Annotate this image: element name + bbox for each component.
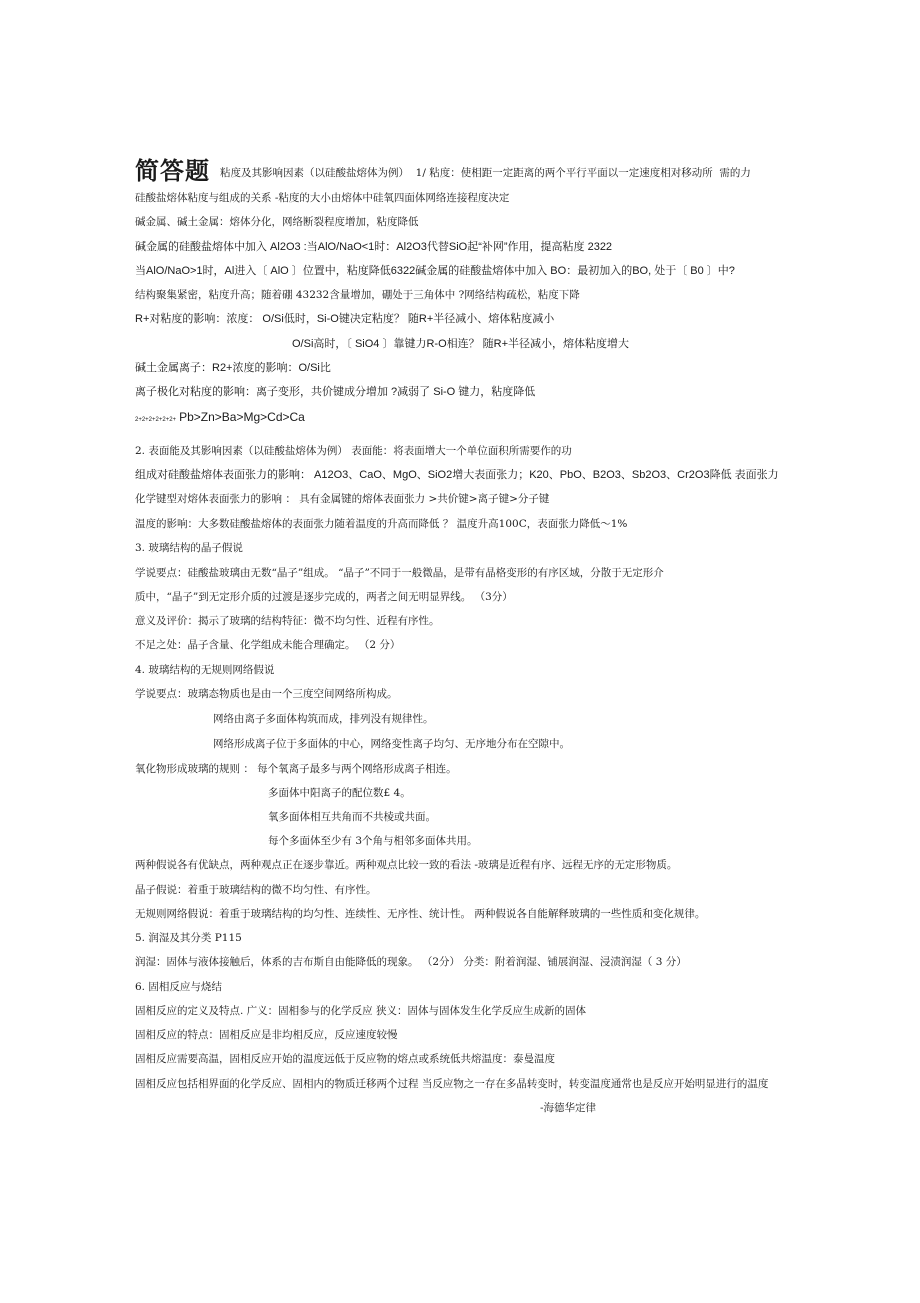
document-title: 简答题: [135, 157, 210, 185]
section-heading: 5. 润湿及其分类 P115: [135, 932, 242, 944]
text-line: 学说要点：玻璃态物质也是由一个三度空间网络所构成。: [135, 688, 398, 700]
text-line: 每个多面体至少有 3个角与相邻多面体共用。: [268, 835, 478, 847]
section-heading: 4. 玻璃结构的无规则网络假说: [135, 664, 275, 676]
text-line: 氧化物形成玻璃的规则 ： 每个氧离子最多与两个网络形成离子相连。: [135, 763, 457, 775]
text-line: 网络由离子多面体构筑而成，排列没有规律性。: [213, 713, 434, 725]
text-line: -海德华定律: [540, 1102, 597, 1114]
text-line: 氧多面体相互共角而不共棱或共面。: [268, 811, 436, 823]
ion-order: Pb>Zn>Ba>Mg>Cd>Ca: [179, 410, 305, 424]
text-line: 无规则网络假说：着重于玻璃结构的均匀性、连续性、无序性、统计性。 两种假说各自能解释玻璃的一些性质和变化规律。: [135, 908, 706, 920]
text-line: 硅酸盐熔体粘度与组成的关系 -粘度的大小由熔体中硅氧四面体网络连接程度决定: [135, 192, 510, 204]
charge-superscripts: 2+2+2+2+2+2+: [135, 417, 177, 423]
text-line: 学说要点：硅酸盐玻璃由无数“晶子”组成。 “晶子”不同于一般微晶，是带有晶格变形的有序区域，分散于无定形介: [135, 567, 664, 579]
text-line: 质中，“晶子”到无定形介质的过渡是逐步完成的，两者之间无明显界线。 （3分）: [135, 591, 513, 603]
section-heading: 2. 表面能及其影响因素（以硅酸盐熔体为例） 表面能：将表面增大一个单位面积所需要作的功: [135, 445, 572, 457]
text-line: 网络形成离子位于多面体的中心，网络变性离子均匀、无序地分布在空隙中。: [213, 738, 570, 750]
text-line: 晶子假说：着重于玻璃结构的微不均匀性、有序性。: [135, 884, 377, 896]
text-line: 两种假说各有优缺点，两种观点正在逐步靠近。两种观点比较一致的看法 -玻璃是近程有序、远程无序的无定形物质。: [135, 859, 678, 871]
text-line: O/Si高时，〔 SiO4 〕靠键力R-O相连？ 随R+半径减小，熔体粘度增大: [292, 338, 630, 350]
text-line: 碱金属的硅酸盐熔体中加入 Al2O3 :当AlO/NaO<1时：Al2O3代替SiO起“补网”作用，提高粘度 2322: [135, 241, 613, 253]
section-heading: 6. 固相反应与烧结: [135, 981, 222, 993]
text-line: 固相反应需要高温，固相反应开始的温度远低于反应物的熔点或系统低共熔温度：泰曼温度: [135, 1053, 555, 1065]
ion-order-line: [135, 410, 305, 427]
text-line: 意义及评价：揭示了玻璃的结构特征：微不均匀性、近程有序性。: [135, 615, 440, 627]
text-line: 固相反应包括相界面的化学反应、固相内的物质迁移两个过程 当反应物之一存在多晶转变时，转变温度通常也是反应开始明显进行的温度: [135, 1078, 769, 1090]
text-line: 润湿：固体与液体接触后，体系的吉布斯自由能降低的现象。 （2分） 分类：附着润湿、铺展润湿、浸渍润湿（ 3 分）: [135, 956, 687, 968]
section-heading: 3. 玻璃结构的晶子假说: [135, 542, 243, 554]
text-line: 温度的影响：大多数硅酸盐熔体的表面张力随着温度的升高而降低 ？ 温度升高100C，表面张力降低～1%: [135, 518, 628, 530]
text-line: 粘度及其影响因素（以硅酸盐熔体为例） 1/ 粘度：使相距一定距离的两个平行平面以一定速度相对移动所 需的力: [220, 167, 751, 179]
text-line: 化学键型对熔体表面张力的影响 ： 具有金属键的熔体表面张力 >共价键>离子键>分子键: [135, 493, 550, 505]
text-line: R+对粘度的影响：浓度： O/Si低时，Si-O键决定粘度？ 随R+半径减小、熔体粘度减小: [135, 313, 555, 325]
text-line: 固相反应的定义及特点. 广义：固相参与的化学反应 狭义：固体与固体发生化学反应生成新的固体: [135, 1005, 587, 1017]
text-line: 多面体中阳离子的配位数£ 4。: [268, 787, 411, 799]
heading-line: [135, 158, 751, 186]
text-line: 结构聚集紧密，粘度升高；随着硼 43232含量增加，硼处于三角体中 ?网络结构疏松，粘度下降: [135, 289, 580, 301]
text-line: 不足之处：晶子含量、化学组成未能合理确定。 （2 分）: [135, 639, 401, 651]
text-line: 碱土金属离子：R2+浓度的影响：O/Si比: [135, 362, 331, 374]
text-line: 固相反应的特点：固相反应是非均相反应，反应速度较慢: [135, 1029, 398, 1041]
text-line: 组成对硅酸盐熔体表面张力的影响： A12O3、CaO、MgO、SiO2增大表面张力；K20、PbO、B2O3、Sb2O3、Cr2O3降低 表面张力: [135, 469, 779, 481]
text-line: 当AlO/NaO>1时，Al进入〔 AlO 〕位置中，粘度降低6322碱金属的硅酸盐熔体中加入 BO：最初加入的BO, 处于〔 B0 〕中?: [135, 265, 735, 277]
text-line: 离子极化对粘度的影响：离子变形，共价键成分增加 ?减弱了 Si-O 键力，粘度降低: [135, 386, 536, 398]
text-line: 碱金属、碱土金属：熔体分化，网络断裂程度增加，粘度降低: [135, 216, 419, 228]
